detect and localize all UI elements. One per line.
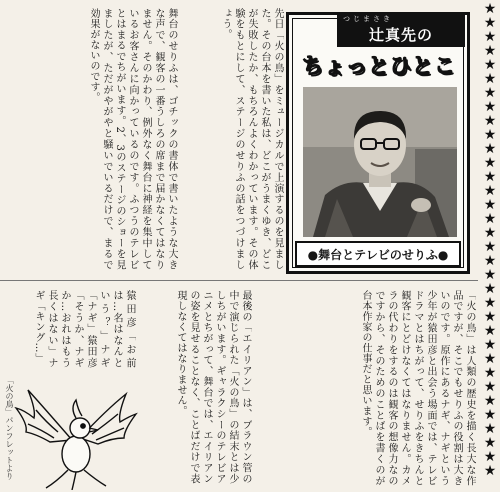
column-author-label [337,15,465,47]
article-text-block-4: 最後の「エイリアン」は、ブラウン管の中で演じられた「火の鳥」の結末とは少しちがいます。ギャラクシーのテレビアニメとちがって、舞台では、エイリアンの姿を見せることなく、ことばだけで表現しなくてはなりません。 [175,290,251,484]
illustration-caption: 「火の鳥」パンフレットより [5,376,14,480]
article-text-block-2: 舞台のせりふは、ゴチックの書体で書いたような大きな声で、観客の一番うしろの席まで届かなくてはなりません。そのかわり、例外なく舞台に神経を集中しているお客さんに向かっているのです。ふつうのテレビとはまるでちがいます。2、3のステージのショーを見ましたが、ただがやがやと騒いでいるだけで、まるで効果がないのです。 [88,8,177,270]
star-icon: ★ [483,99,497,115]
star-icon: ★ [483,253,497,269]
star-icon: ★ [483,239,497,255]
star-icon: ★ [483,127,497,143]
star-icon: ★ [483,113,497,129]
star-icon: ★ [483,225,497,241]
star-icon: ★ [483,267,497,283]
column-subtitle: ●舞台とテレビのせりふ● [295,241,461,267]
star-icon: ★ [483,57,497,73]
star-icon: ★ [483,295,497,311]
star-icon: ★ [483,351,497,367]
star-icon: ★ [483,337,497,353]
phoenix-illustration [6,370,138,490]
star-icon: ★ [483,2,497,17]
star-icon: ★ [483,141,497,157]
star-icon: ★ [483,211,497,227]
author-name: 辻真先の [368,25,433,44]
star-icon: ★ [483,169,497,185]
star-icon: ★ [483,393,497,409]
star-icon: ★ [483,407,497,423]
star-icon: ★ [483,323,497,339]
star-icon: ★ [483,379,497,395]
author-portrait-image [303,87,457,237]
star-icon: ★ [483,15,497,31]
star-icon: ★ [483,281,497,297]
star-icon: ★ [483,463,497,479]
author-ruby: つじまさき [343,15,393,23]
section-divider [0,280,478,281]
author-photo [303,87,457,237]
article-text-block-5: 猿田彦「お前は…名はなんという？」ナギ「ナギ」猿田彦「そうか、ナギか…おれはもう長くはない」ナギ「キング…」 [33,290,135,368]
article-text-block-3: 「火の鳥」は人類の歴史を描く長大な作品ですが、そこでもせりふの役割は大きいのです。原作にあるナギ、ナギという少年が猿田彦と出会う場面では、テレビドラマとはちがって、せりふをきちんと観客にとどけなくてはなりません。カメラの代わりをするのは観客の想像力なのですから、そのためのことばを書くのが台本作家の仕事だと思います。 [360,290,475,486]
star-icon: ★ [483,421,497,437]
star-icon: ★ [483,85,497,101]
column-header-box [286,12,470,274]
star-icon: ★ [483,43,497,59]
star-icon: ★ [483,365,497,381]
star-icon: ★ [483,29,497,45]
star-icon: ★ [483,183,497,199]
star-border-strip [480,2,500,490]
star-icon: ★ [483,71,497,87]
star-icon: ★ [483,309,497,325]
star-icon: ★ [483,449,497,465]
column-title: ちょっとひとこ [302,54,456,78]
article-text-block-1: 先日「火の鳥」をミュージカルで上演するのを見ました。その台本を書いた私は、どこがうまくゆき、どこが失敗したか、もちろんよくわかっています。その体験をもとにして、ステージのせりふの話をつづけましょう。 [220,8,283,270]
star-icon: ★ [483,197,497,213]
star-icon: ★ [483,435,497,451]
star-icon: ★ [483,155,497,171]
